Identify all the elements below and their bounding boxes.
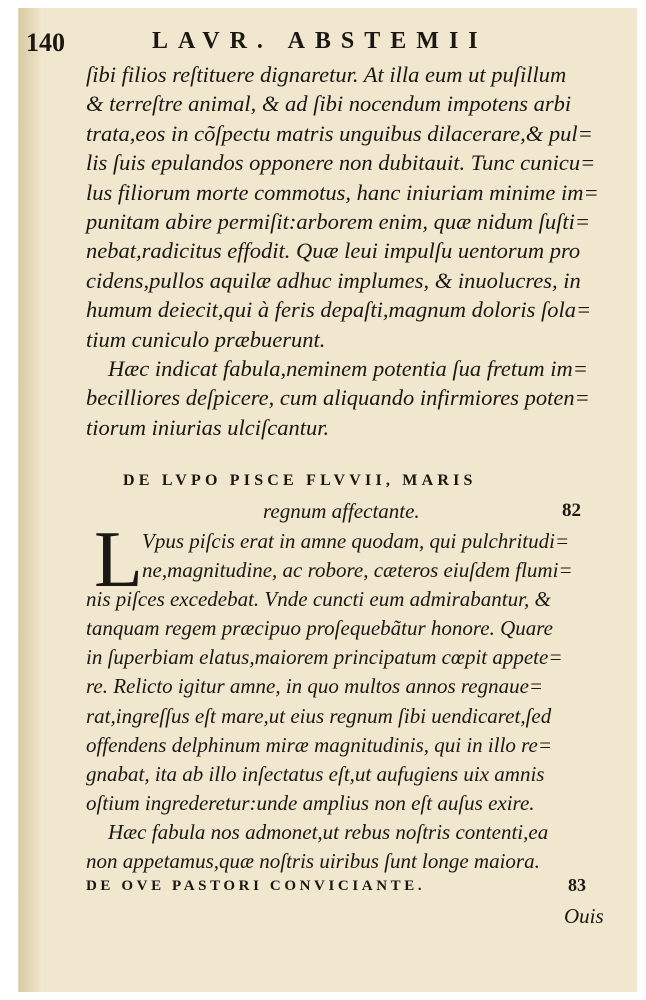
- fable-2-number: 82: [562, 500, 581, 521]
- moral-line: Hæc fabula nos admonet,ut rebus noſtris contenti,ea: [108, 819, 549, 844]
- text-line: rat,ingreſſus eſt mare,ut eius regnum ſibi uendicaret,ſed: [86, 703, 552, 728]
- page-header: [26, 28, 596, 64]
- text-line: offendens delphinum miræ magnitudinis, qui in illo re=: [86, 732, 553, 757]
- page-number: 140: [26, 28, 65, 57]
- moral-line: non appetamus,quæ noſtris uiribus ſunt longe maiora.: [86, 849, 540, 874]
- text-line: lis ſuis epulandos opponere non dubitauit. Tunc cunicu=: [86, 150, 596, 176]
- text-line: punitam abire permiſit:arborem enim, quæ nidum ſuſti=: [86, 208, 591, 234]
- text-line: tium cuniculo præbuerunt.: [86, 326, 326, 352]
- text-line: gnabat, ita ab illo inſectatus eſt,ut aufugiens uix amnis: [86, 761, 545, 786]
- drop-cap: L: [94, 516, 143, 604]
- text-line: lus filiorum morte commotus, hanc iniuriam minime im=: [86, 179, 599, 205]
- text-line: in ſuperbiam elatus,maiorem principatum cœpit appete=: [86, 645, 563, 670]
- text-line: oſtium ingrederetur:unde amplius non eſt auſus exire.: [86, 790, 535, 815]
- running-head: LAVR. ABSTEMII: [152, 28, 488, 54]
- text-line: ſibi filios reſtituere dignaretur. At illa eum ut puſillum: [86, 62, 567, 87]
- fable-3-number: 83: [568, 875, 586, 895]
- text-line: Vpus piſcis erat in amne quodam, qui pulchritudi=: [142, 529, 570, 553]
- text-line: re. Relicto igitur amne, in quo multos annos regnaue=: [86, 674, 544, 699]
- fable-3-title: DE OVE PASTORI CONVICIANTE.: [86, 878, 426, 894]
- fable-2-title: DE LVPO PISCE FLVVII, MARIS: [123, 472, 477, 489]
- text-line: trata,eos in cõſpectu matris unguibus dilacerare,& pul=: [86, 120, 593, 146]
- text-line: humum deiecit,qui à feris depaſti,magnum doloris ſola=: [86, 297, 592, 323]
- moral-line: tiorum iniurias ulciſcantur.: [86, 414, 330, 440]
- text-line: ne,magnitudine, ac robore, cæteros eiuſdem flumi=: [142, 558, 573, 583]
- text-line: tanquam regem præcipuo proſequebãtur honore. Quare: [86, 616, 554, 641]
- moral-line: Hæc indicat fabula,neminem potentia ſua fretum im=: [108, 355, 588, 381]
- text-line: & terreſtre animal, & ad ſibi nocendum impotens arbi: [86, 91, 572, 117]
- catchword: Ouis: [564, 904, 604, 928]
- text-line: nebat,radicitus effodit. Quæ leui impulſu uentorum pro: [86, 238, 581, 264]
- text-line: cidens,pullos aquilæ adhuc implumes, & inuolucres, in: [86, 267, 581, 293]
- fable-1-text: [86, 60, 606, 442]
- fable-2-subtitle: regnum affectante.: [263, 499, 420, 523]
- fable-2-text: [86, 527, 611, 876]
- text-line: nis piſces excedebat. Vnde cuncti eum admirabantur, &: [86, 587, 551, 612]
- moral-line: becilliores deſpicere, cum aliquando infirmiores poten=: [86, 385, 590, 411]
- page-gutter: [19, 8, 41, 992]
